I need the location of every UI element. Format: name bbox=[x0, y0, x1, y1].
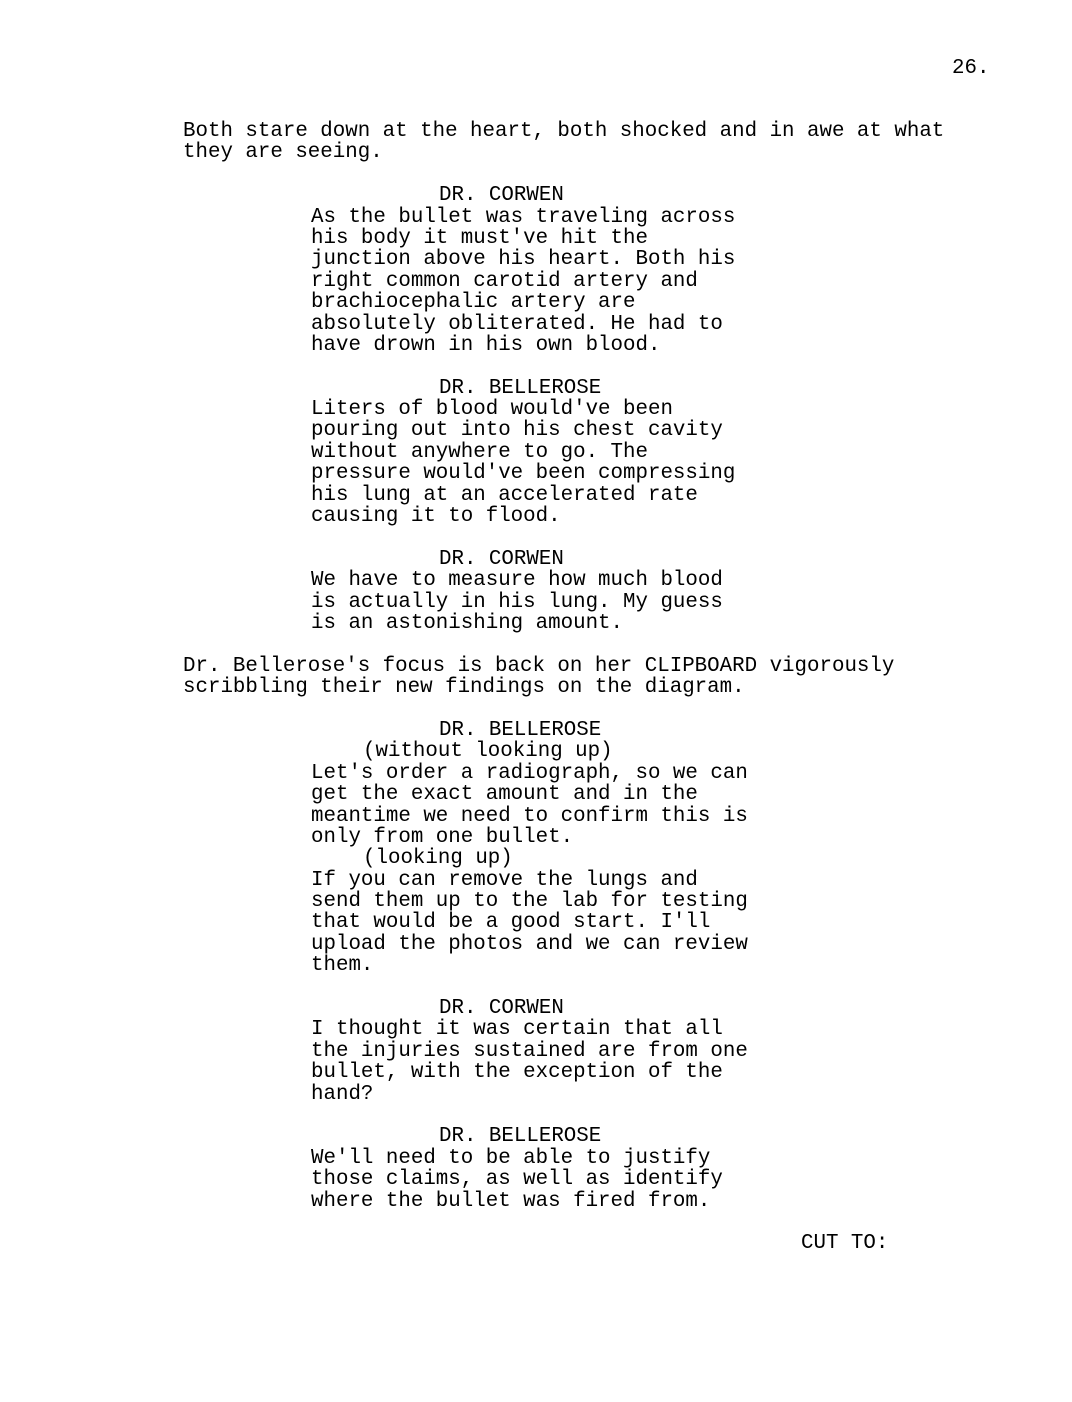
dialogue-line: I thought it was certain that all bbox=[311, 1018, 723, 1042]
dialogue-line: get the exact amount and in the bbox=[311, 783, 698, 807]
dialogue-line: bullet, with the exception of the bbox=[311, 1061, 723, 1085]
dialogue-line: Let's order a radiograph, so we can bbox=[311, 761, 748, 785]
character-name: DR. CORWEN bbox=[439, 997, 564, 1021]
dialogue-line: where the bullet was fired from. bbox=[311, 1189, 711, 1213]
character-name: DR. BELLEROSE bbox=[439, 718, 602, 742]
action-line: Dr. Bellerose's focus is back on her CLIPBOARD vigorously bbox=[183, 654, 895, 678]
dialogue-line: send them up to the lab for testing bbox=[311, 890, 748, 914]
dialogue-line: have drown in his own blood. bbox=[311, 333, 661, 357]
dialogue-line: absolutely obliterated. He had to bbox=[311, 312, 723, 336]
character-name: DR. BELLEROSE bbox=[439, 1125, 602, 1149]
dialogue-line: pouring out into his chest cavity bbox=[311, 419, 723, 443]
transition: CUT TO: bbox=[801, 1232, 889, 1256]
dialogue-line: his lung at an accelerated rate bbox=[311, 483, 698, 507]
dialogue-line: brachiocephalic artery are bbox=[311, 291, 636, 315]
dialogue-line: pressure would've been compressing bbox=[311, 462, 736, 486]
parenthetical: (looking up) bbox=[363, 847, 513, 871]
character-name: DR. CORWEN bbox=[439, 184, 564, 208]
dialogue-line: that would be a good start. I'll bbox=[311, 911, 711, 935]
dialogue-line: those claims, as well as identify bbox=[311, 1168, 723, 1192]
dialogue-line: junction above his heart. Both his bbox=[311, 248, 736, 272]
dialogue-line: Liters of blood would've been bbox=[311, 398, 673, 422]
dialogue-line: without anywhere to go. The bbox=[311, 440, 648, 464]
dialogue-line: is an astonishing amount. bbox=[311, 611, 624, 635]
dialogue-line: his body it must've hit the bbox=[311, 226, 648, 250]
dialogue-line: If you can remove the lungs and bbox=[311, 868, 698, 892]
dialogue-line: only from one bullet. bbox=[311, 825, 574, 849]
dialogue-line: hand? bbox=[311, 1082, 374, 1106]
page-number: 26. bbox=[952, 57, 990, 80]
dialogue-line: We have to measure how much blood bbox=[311, 569, 723, 593]
dialogue-line: right common carotid artery and bbox=[311, 269, 698, 293]
action-line: Both stare down at the heart, both shocked and in awe at what bbox=[183, 120, 945, 143]
screenplay-body bbox=[183, 121, 983, 1255]
dialogue-line: them. bbox=[311, 954, 374, 978]
dialogue-line: meantime we need to confirm this is bbox=[311, 804, 748, 828]
character-name: DR. BELLEROSE bbox=[439, 376, 602, 400]
action-line: they are seeing. bbox=[183, 141, 383, 165]
dialogue-line: upload the photos and we can review bbox=[311, 932, 748, 956]
parenthetical: (without looking up) bbox=[363, 740, 613, 764]
dialogue-line: the injuries sustained are from one bbox=[311, 1039, 748, 1063]
dialogue-line: We'll need to be able to justify bbox=[311, 1146, 711, 1170]
action-line: scribbling their new findings on the diagram. bbox=[183, 676, 745, 700]
dialogue-line: As the bullet was traveling across bbox=[311, 205, 736, 229]
dialogue-line: is actually in his lung. My guess bbox=[311, 590, 723, 614]
dialogue-line: causing it to flood. bbox=[311, 505, 561, 529]
character-name: DR. CORWEN bbox=[439, 547, 564, 571]
